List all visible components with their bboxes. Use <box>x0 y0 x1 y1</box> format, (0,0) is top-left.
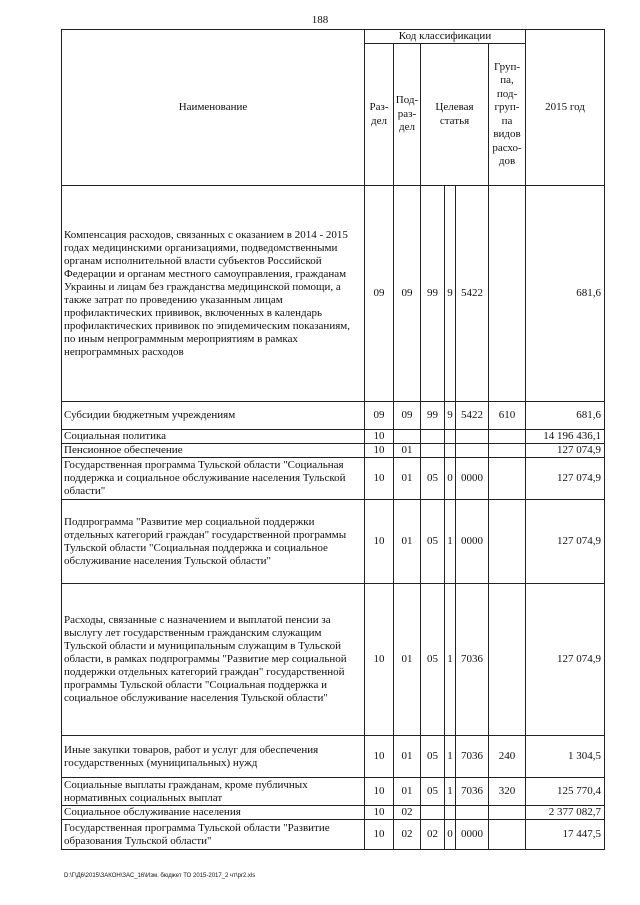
row-expense-type <box>489 444 526 458</box>
row-subsection <box>394 430 421 444</box>
row-section: 10 <box>365 820 394 850</box>
row-target-program: 05 <box>421 584 445 736</box>
row-section: 10 <box>365 778 394 806</box>
row-target-direction: 0000 <box>456 458 489 500</box>
row-section: 10 <box>365 736 394 778</box>
header-year: 2015 год <box>526 30 605 186</box>
header-classification: Код классификации <box>365 30 526 44</box>
header-target-article: Целевая статья <box>421 44 489 186</box>
row-target-program: 99 <box>421 402 445 430</box>
row-target-direction: 5422 <box>456 402 489 430</box>
table-row <box>62 584 605 736</box>
row-subsection: 01 <box>394 458 421 500</box>
table-row <box>62 186 605 402</box>
row-expense-type <box>489 500 526 584</box>
row-target-program: 05 <box>421 458 445 500</box>
row-expense-type <box>489 806 526 820</box>
row-target-subprogram: 9 <box>445 402 456 430</box>
header-name: Наименование <box>62 30 365 186</box>
header-section: Раз- дел <box>365 44 394 186</box>
row-target-subprogram: 9 <box>445 186 456 402</box>
row-name: Социальные выплаты гражданам, кроме публичных нормативных социальных выплат <box>62 778 365 806</box>
row-subsection: 09 <box>394 186 421 402</box>
table-row <box>62 444 605 458</box>
row-amount: 127 074,9 <box>526 500 605 584</box>
row-name: Социальная политика <box>62 430 365 444</box>
table-row <box>62 458 605 500</box>
row-target-direction <box>456 806 489 820</box>
row-subsection: 01 <box>394 444 421 458</box>
row-name: Иные закупки товаров, работ и услуг для обеспечения государственных (муниципальных) нужд <box>62 736 365 778</box>
row-amount: 127 074,9 <box>526 584 605 736</box>
row-target-subprogram <box>445 806 456 820</box>
row-amount: 127 074,9 <box>526 444 605 458</box>
row-target-direction: 7036 <box>456 736 489 778</box>
row-section: 10 <box>365 458 394 500</box>
row-target-subprogram: 0 <box>445 458 456 500</box>
row-expense-type: 320 <box>489 778 526 806</box>
row-name: Расходы, связанные с назначением и выплатой пенсии за выслугу лет государственным гражданским служащим Тульской области и муниципальным служащим в Тульской области, в рамках подпрограммы "Развитие мер социальной поддержки отдельных категорий граждан" государственной программы Тульской области "Социальная поддержка и социальное обслуживание населения Тульской области" <box>62 584 365 736</box>
table-row <box>62 430 605 444</box>
row-target-program <box>421 806 445 820</box>
row-target-program: 05 <box>421 778 445 806</box>
row-name: Компенсация расходов, связанных с оказанием в 2014 - 2015 годах медицинскими организациями, подведомственными органам исполнительной власти субъектов Российской Федерации и органам местного самоуправления, гражданам Украины и лицам без гражданства медицинской помощи, а также затрат по проведению указанным лицам профилактических прививок, включенных в календарь профилактических прививок по эпидемическим показаниям, по иным непрограммным мероприятиям в рамках непрограммных расходов <box>62 186 365 402</box>
row-target-subprogram: 1 <box>445 778 456 806</box>
row-section: 09 <box>365 402 394 430</box>
row-amount: 125 770,4 <box>526 778 605 806</box>
row-section: 10 <box>365 444 394 458</box>
row-name: Государственная программа Тульской области "Развитие образования Тульской области" <box>62 820 365 850</box>
row-name: Субсидии бюджетным учреждениям <box>62 402 365 430</box>
row-subsection: 02 <box>394 820 421 850</box>
row-subsection: 01 <box>394 736 421 778</box>
row-expense-type <box>489 186 526 402</box>
row-subsection: 01 <box>394 584 421 736</box>
row-amount: 14 196 436,1 <box>526 430 605 444</box>
row-section: 10 <box>365 584 394 736</box>
row-subsection: 01 <box>394 500 421 584</box>
row-expense-type: 240 <box>489 736 526 778</box>
table-row <box>62 736 605 778</box>
row-expense-type <box>489 430 526 444</box>
row-target-program: 02 <box>421 820 445 850</box>
file-path-footer: D:\Г\Д6\2015\ЗАКОН\ЗАС_16\Изм. бюджет ТО 2015-2017_2 чт\pr2.xls <box>64 873 256 879</box>
header-subsection: Под- раз- дел <box>394 44 421 186</box>
table-row <box>62 500 605 584</box>
header-row <box>62 30 605 44</box>
row-target-direction: 7036 <box>456 778 489 806</box>
row-target-program: 05 <box>421 500 445 584</box>
table-row <box>62 806 605 820</box>
row-target-subprogram: 1 <box>445 736 456 778</box>
row-amount: 2 377 082,7 <box>526 806 605 820</box>
row-expense-type <box>489 458 526 500</box>
row-target-direction: 0000 <box>456 820 489 850</box>
row-expense-type <box>489 584 526 736</box>
row-target-direction: 5422 <box>456 186 489 402</box>
row-amount: 1 304,5 <box>526 736 605 778</box>
row-subsection: 02 <box>394 806 421 820</box>
budget-table <box>61 29 605 850</box>
row-section: 10 <box>365 430 394 444</box>
row-target-subprogram <box>445 430 456 444</box>
row-target-subprogram: 1 <box>445 500 456 584</box>
row-target-subprogram: 1 <box>445 584 456 736</box>
table-row <box>62 820 605 850</box>
row-name: Подпрограмма "Развитие мер социальной поддержки отдельных категорий граждан" государственной программы Тульской области "Социальная поддержка и социальное обслуживание населения Тульской области" <box>62 500 365 584</box>
row-target-subprogram <box>445 444 456 458</box>
row-target-direction <box>456 430 489 444</box>
row-expense-type: 610 <box>489 402 526 430</box>
row-target-program: 99 <box>421 186 445 402</box>
row-target-program: 05 <box>421 736 445 778</box>
row-amount: 681,6 <box>526 402 605 430</box>
row-subsection: 09 <box>394 402 421 430</box>
row-target-direction: 7036 <box>456 584 489 736</box>
row-amount: 681,6 <box>526 186 605 402</box>
row-target-direction: 0000 <box>456 500 489 584</box>
row-section: 09 <box>365 186 394 402</box>
page-number: 188 <box>311 14 329 26</box>
table-row <box>62 402 605 430</box>
row-amount: 17 447,5 <box>526 820 605 850</box>
row-target-program <box>421 430 445 444</box>
row-section: 10 <box>365 806 394 820</box>
row-name: Пенсионное обеспечение <box>62 444 365 458</box>
row-target-direction <box>456 444 489 458</box>
table-row <box>62 778 605 806</box>
row-target-subprogram: 0 <box>445 820 456 850</box>
row-name: Государственная программа Тульской области "Социальная поддержка и социальное обслуживание населения Тульской области" <box>62 458 365 500</box>
row-amount: 127 074,9 <box>526 458 605 500</box>
row-target-program <box>421 444 445 458</box>
header-expense-group: Груп- па, под- груп- па видов расхо- дов <box>489 44 526 186</box>
row-expense-type <box>489 820 526 850</box>
row-name: Социальное обслуживание населения <box>62 806 365 820</box>
row-subsection: 01 <box>394 778 421 806</box>
row-section: 10 <box>365 500 394 584</box>
